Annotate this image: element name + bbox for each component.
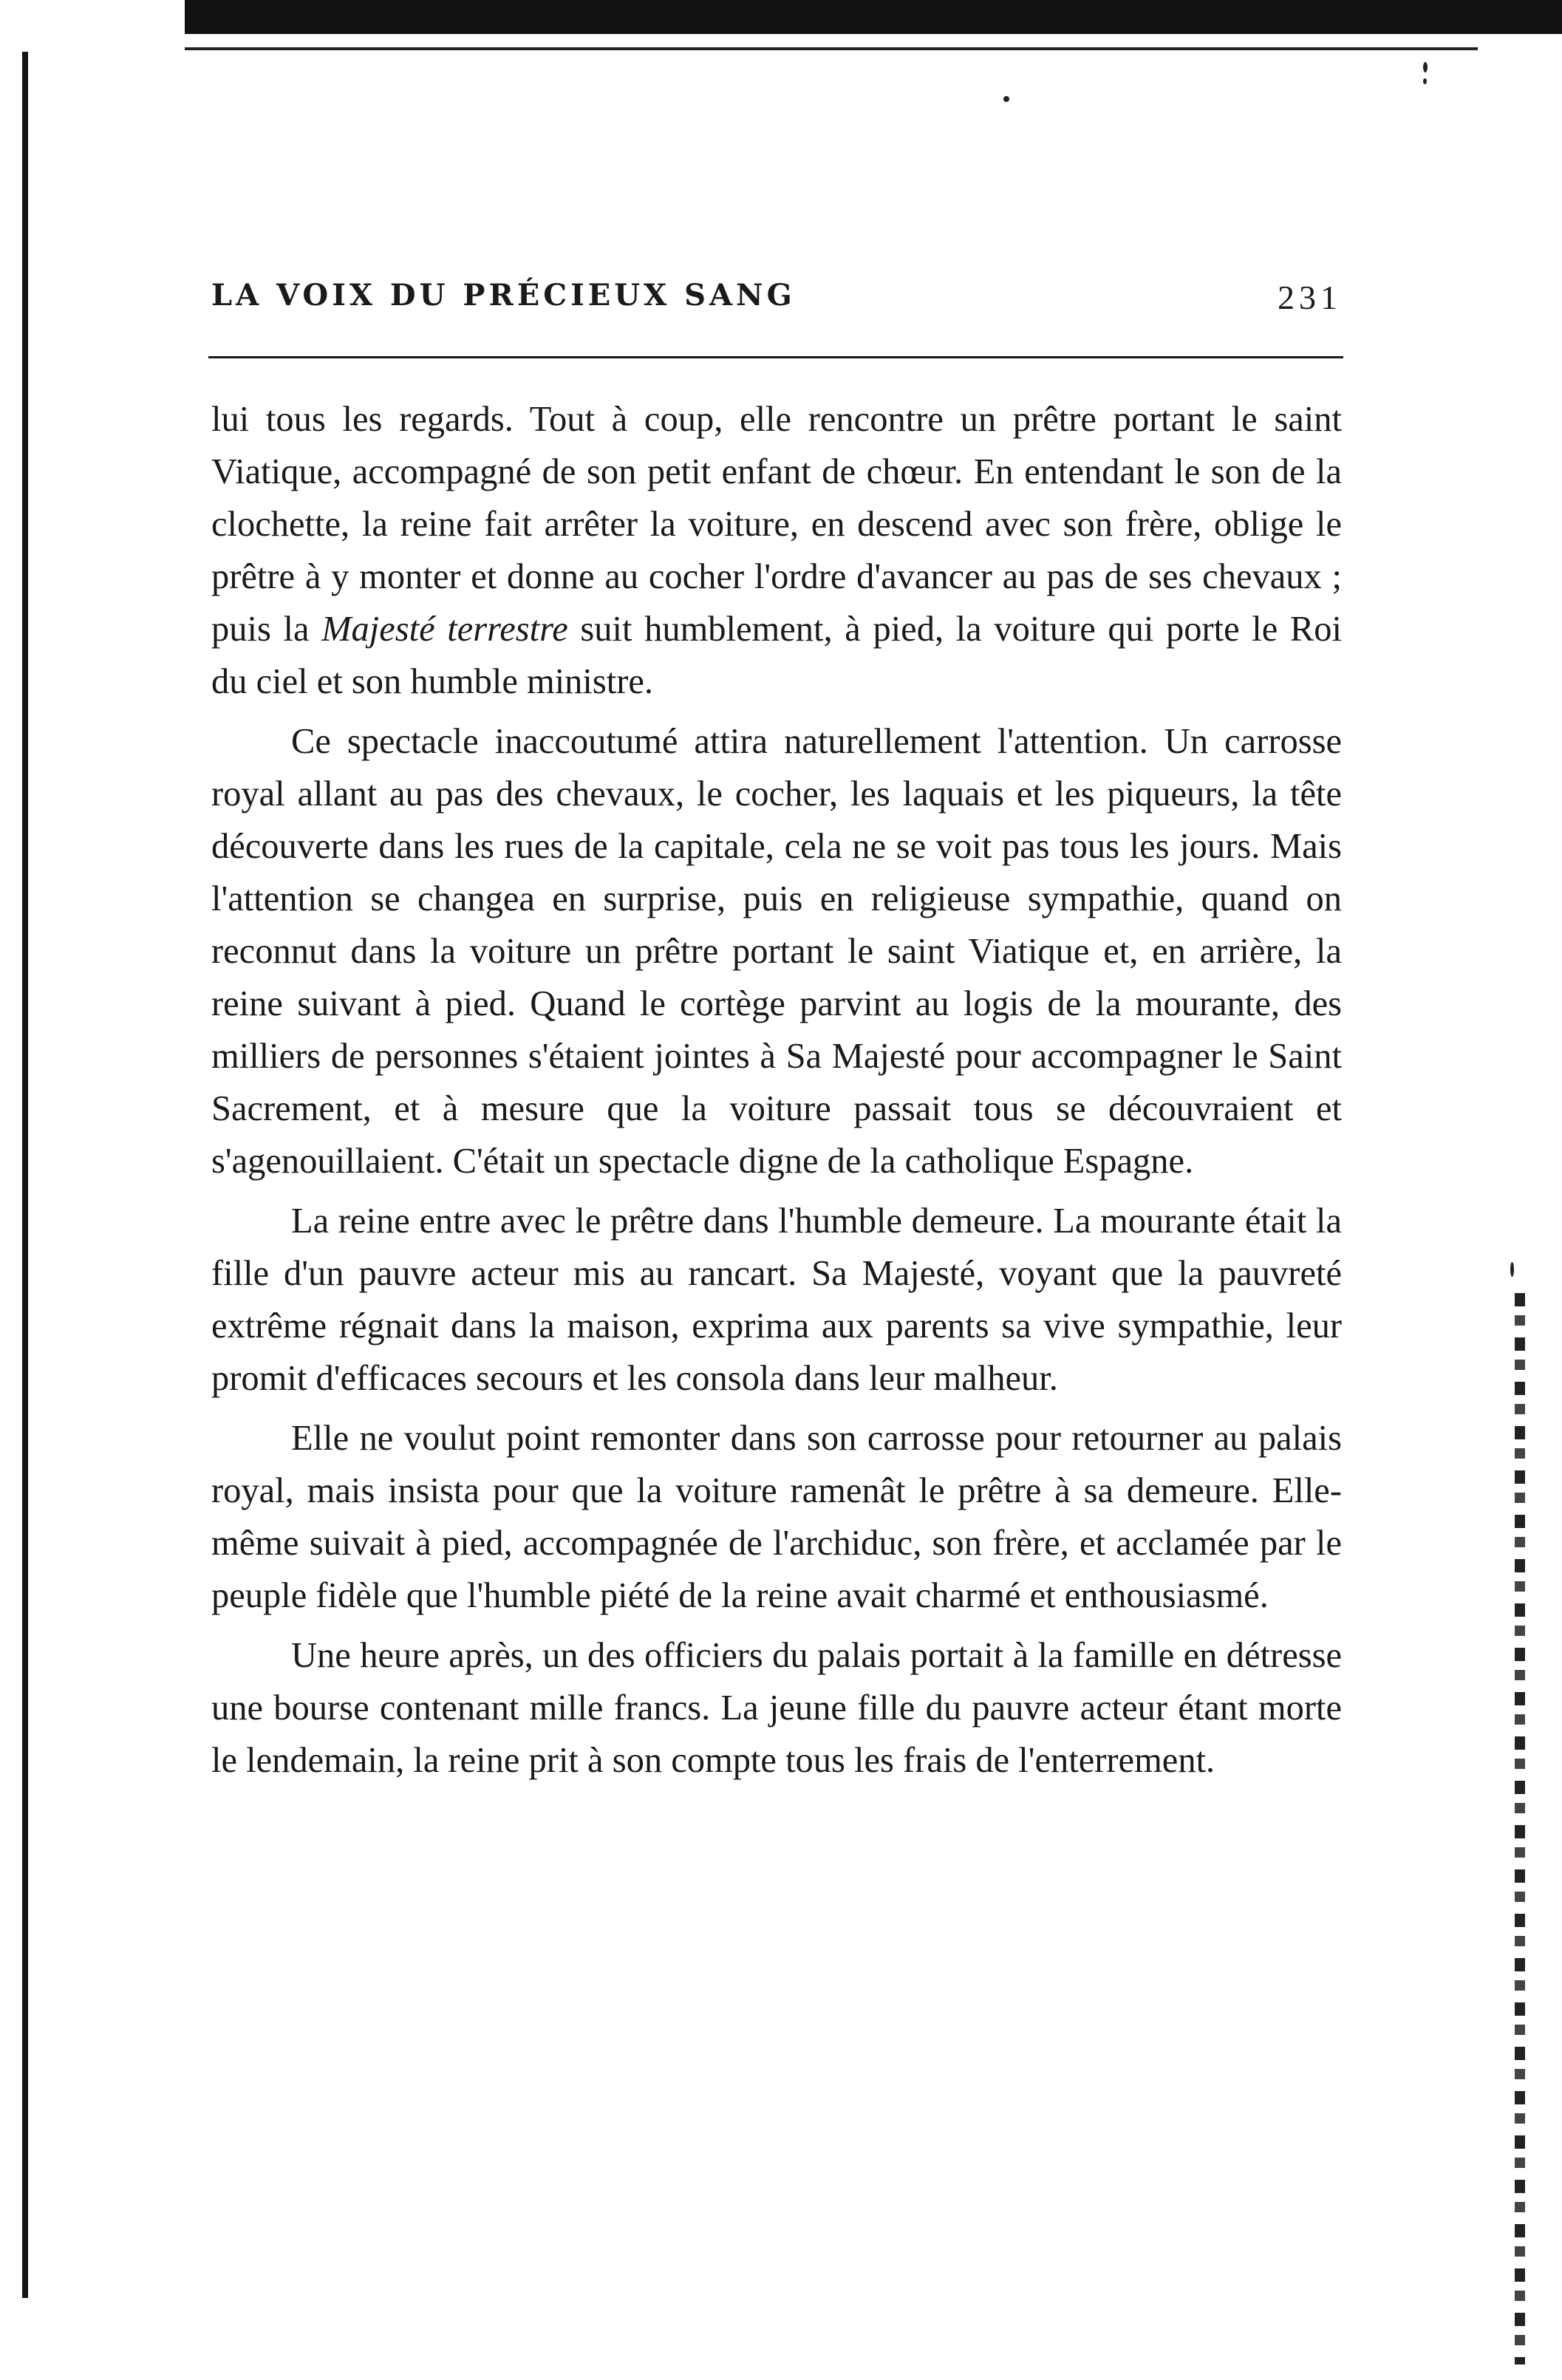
- paragraph-1: [211, 393, 1342, 708]
- paragraph-4-text: Elle ne voulut point remonter dans son carrosse pour retourner au palais royal, mais insista pour que la voiture ramenât le prêtre à sa demeure. Elle-même suivait à pied, accompagnée de l'archiduc, son frère, et acclamée par le peuple fidèle que l'humble piété de la reine avait charmé et enthousiasmé.: [211, 1419, 1342, 1615]
- scan-speck: [1423, 78, 1427, 84]
- scan-rule-top: [185, 47, 1478, 50]
- scan-speck: [1423, 62, 1428, 72]
- scan-border-right: [1515, 1293, 1525, 2364]
- running-title: LA VOIX DU PRÉCIEUX SANG: [211, 278, 796, 313]
- scan-border-top: [185, 0, 1562, 34]
- paragraph-2-text: Ce spectacle inaccoutumé attira naturellement l'attention. Un carrosse royal allant au pas des chevaux, le cocher, les laquais et les piqueurs, la tête découverte dans les rues de la capitale, cela ne se voit pas tous les jours. Mais l'attention se changea en surprise, puis en religieuse sympathie, quand on reconnut dans la voiture un prêtre portant le saint Viatique et, en arrière, la reine suivant à pied. Quand le cortège parvint au logis de la mourante, des milliers de personnes s'étaient jointes à Sa Majesté pour accompagner le Saint Sacrement, et à mesure que la voiture passait tous se découvraient et s'agenouillaient. C'était un spectacle digne de la catholique Espagne.: [211, 722, 1342, 1181]
- paragraph-2: [211, 715, 1342, 1187]
- paragraph-3-text: La reine entre avec le prêtre dans l'humble demeure. La mourante était la fille d'un pauvre acteur mis au rancart. Sa Majesté, voyant que la pauvreté extrême régnait dans la maison, exprima aux parents sa vive sympathie, leur promit d'efficaces secours et les consola dans leur malheur.: [211, 1201, 1342, 1398]
- page-number: 231: [1278, 279, 1342, 316]
- paragraph-1-text-b: suit humblement, à pied, la voiture qui porte le Roi du ciel et son humble ministre.: [211, 610, 1342, 701]
- scan-speck: [1510, 1262, 1514, 1277]
- running-header: [211, 278, 1342, 330]
- paragraph-1-text-a: lui tous les regards. Tout à coup, elle rencontre un prêtre portant le saint Viatique, accompagné de son petit enfant de chœur. En entendant le son de la clochette, la reine fait arrêter la voiture, en descend avec son frère, oblige le prêtre à y monter et donne au cocher l'ordre d'avancer au pas de ses chevaux ; puis la: [211, 400, 1342, 649]
- scan-border-left: [22, 52, 28, 2298]
- header-rule: [208, 356, 1343, 358]
- paragraph-5: [211, 1629, 1342, 1787]
- paragraph-3: [211, 1195, 1342, 1405]
- scan-speck: [1003, 96, 1009, 102]
- paragraph-4: [211, 1412, 1342, 1622]
- body-text: [211, 393, 1342, 1787]
- paragraph-1-italic: Majesté terrestre: [321, 610, 568, 649]
- paragraph-5-text: Une heure après, un des officiers du palais portait à la famille en détresse une bourse contenant mille francs. La jeune fille du pauvre acteur étant morte le lendemain, la reine prit à son compte tous les frais de l'enterrement.: [211, 1636, 1342, 1780]
